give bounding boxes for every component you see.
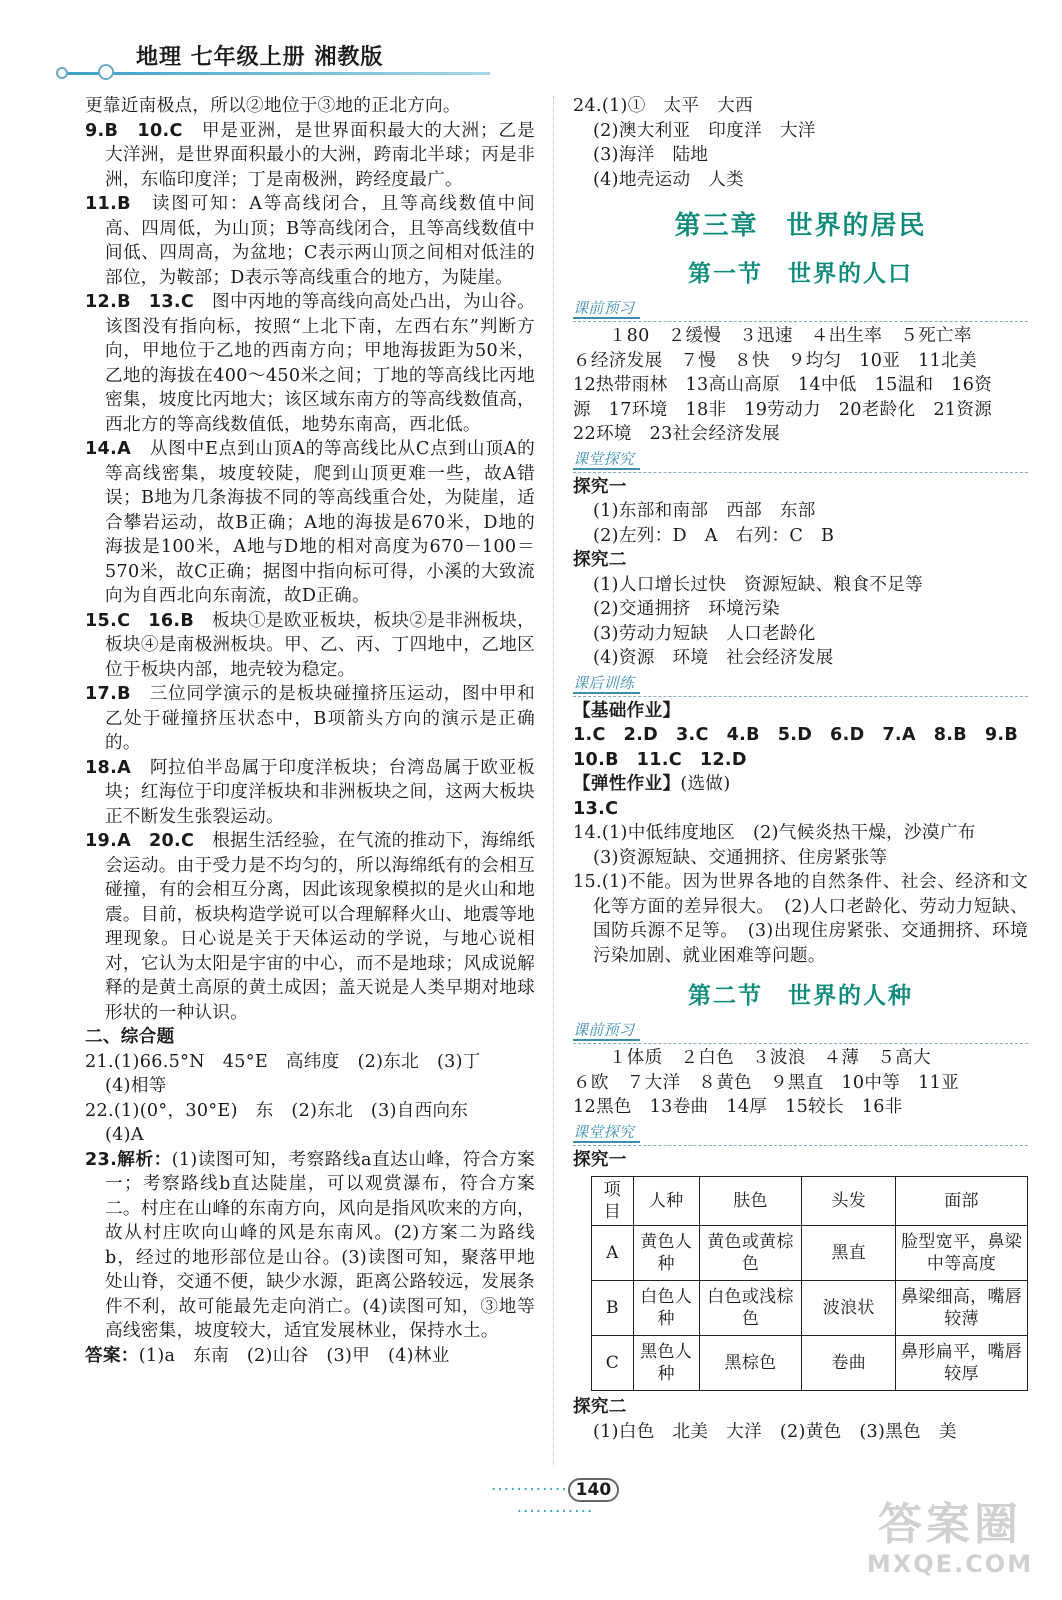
answer-line: 22.(1)(0°，30°E) 东 (2)东北 (3)自西向东 <box>85 1100 469 1121</box>
answer-line: ６欧 ７大洋 ８黄色 ９黑直 10中等 11亚 <box>573 1072 959 1093</box>
basic-homework-title: 【基础作业】 <box>573 700 681 721</box>
table-cell: 白色人种 <box>633 1281 699 1336</box>
answer-line: 源 17环境 18非 19劳动力 20老龄化 21资源 <box>573 399 993 420</box>
table-cell: 黄色或黄棕色 <box>699 1226 802 1281</box>
table-cell: C <box>592 1336 634 1391</box>
s2-explore1-title: 探究一 <box>573 1149 627 1170</box>
section1-title: 第一节 世界的人口 <box>688 261 913 287</box>
tag-preview: 课前预习 <box>573 299 640 319</box>
answer-explanation: (1)a 东南 (2)山谷 (3)甲 (4)林业 <box>138 1345 450 1366</box>
answer-explanation: 阿拉伯半岛属于印度洋板块；台湾岛属于欧亚板块；红海位于印度洋板块和非洲板块之间，这两大板块正不断发生张裂运动。 <box>105 757 535 827</box>
answer-item <box>85 192 535 290</box>
table-row <box>592 1336 1028 1391</box>
table-cell: 波浪状 <box>802 1281 896 1336</box>
answer-line: 24.(1)① 太平 大西 <box>573 96 753 116</box>
tag-preview-2: 课前预习 <box>573 1021 640 1041</box>
header-dot-large <box>98 64 114 80</box>
answer-explanation: 三位同学演示的是板块碰撞挤压运动，图中甲和乙处于碰撞挤压状态中，B项箭头方向的演示是正确的。 <box>105 684 535 753</box>
answer-number: 12.B 13.C <box>85 292 195 312</box>
answer-number: 17.B <box>85 684 131 704</box>
answer-item <box>85 609 535 683</box>
watermark-logo: 答案圈 MXQE.COM <box>866 1499 1034 1578</box>
q14-answer-cont: (3)资源短缺、交通拥挤、住房紧张等 <box>593 847 888 868</box>
race-table <box>591 1176 1028 1391</box>
section2-preview <box>573 1046 1028 1120</box>
table-cell: 卷曲 <box>802 1336 896 1391</box>
answer-line: (3)劳动力短缺 人口老龄化 <box>593 623 816 644</box>
answer-line: (4)A <box>105 1125 144 1145</box>
section-heading: 二、综合题 <box>85 1027 175 1047</box>
answer-line: ６经济发展 ７慢 ８快 ９均匀 10亚 11北美 <box>573 350 977 371</box>
table-row <box>592 1281 1028 1336</box>
s2-explore2-title: 探究二 <box>573 1397 627 1417</box>
table-cell: B <box>592 1281 634 1336</box>
answer-number: 23.解析： <box>85 1149 172 1170</box>
answer-number: 15.C 16.B <box>85 610 195 631</box>
answer-explanation: 读图可知：A等高线闭合，且等高线数值中间高、四周低，为山顶；B等高线闭合，且等高线数值中间低、四周高，为盆地；C表示两山顶之间相对低洼的部位，为鞍部；D表示等高线重合的地方，为陡崖。 <box>105 194 535 288</box>
table-header-cell: 人种 <box>633 1177 699 1226</box>
answer-explanation: 板块①是欧亚板块，板块②是非洲板块，板块④是南极洲板块。甲、乙、丙、丁四地中，乙地区位于板块内部，地壳较为稳定。 <box>105 610 536 680</box>
chapter-title: 第三章 世界的居民 <box>674 211 927 241</box>
explore1-title: 探究一 <box>573 476 627 497</box>
table-cell: 白色或浅棕色 <box>699 1281 802 1336</box>
answer-number: 9.B 10.C <box>85 120 183 141</box>
answer-line: １体质 ２白色 ３波浪 ４薄 ５高大 <box>573 1048 931 1068</box>
answer-line: (4)资源 环境 社会经济发展 <box>593 648 834 668</box>
answer-line: (1)东部和南部 西部 东部 <box>593 501 816 521</box>
answer-number: 答案： <box>85 1345 139 1366</box>
section2-title: 第二节 世界的人种 <box>688 983 913 1009</box>
answer-line: (4)相等 <box>105 1076 167 1096</box>
answer-line: 10.B 11.C 12.D <box>573 749 747 770</box>
tag-after-class: 课后训练 <box>573 674 640 694</box>
explore2-title: 探究二 <box>573 550 627 570</box>
answer-number: 14.A <box>85 439 131 459</box>
table-header-cell: 头发 <box>802 1177 896 1226</box>
answer-line: (3)海洋 陆地 <box>593 145 709 165</box>
column-divider <box>553 96 555 1466</box>
answer-line: (2)左列：D A 右列：C B <box>593 525 835 546</box>
table-cell: 鼻梁细高，嘴唇较薄 <box>896 1281 1028 1336</box>
answer-number: 11.B <box>85 194 131 214</box>
answer-number: 18.A <box>85 757 131 778</box>
tag-explore: 课堂探究 <box>573 450 640 470</box>
table-header-cell: 肤色 <box>699 1177 802 1226</box>
table-cell: 脸型宽平，鼻梁中等高度 <box>896 1226 1028 1281</box>
answer-line: 12黑色 13卷曲 14厚 15较长 16非 <box>573 1097 903 1117</box>
table-header-cell: 项目 <box>592 1177 634 1226</box>
table-cell: 黑色人种 <box>633 1336 699 1391</box>
answer-line: １80 ２缓慢 ３迅速 ４出生率 ５死亡率 <box>573 326 972 346</box>
answer-line: 22环境 23社会经济发展 <box>573 424 781 444</box>
answer-item <box>85 682 535 756</box>
q15-answer: 15.(1)不能。因为世界各地的自然条件、社会、经济和文化等方面的差异很大。 (2)人口老龄化、劳动力短缺、国防兵源不足等。 (3)出现住房紧张、交通拥挤、环境污染加剧、就业困难等问题。 <box>573 872 1028 966</box>
answer-line: 更靠近南极点，所以②地位于③地的正北方向。 <box>85 96 461 116</box>
q13-answer: 13.C <box>573 798 619 819</box>
answer-item <box>85 829 535 1025</box>
right-column <box>573 94 1028 1444</box>
table-cell: A <box>592 1226 634 1281</box>
answer-number: 19.A 20.C <box>85 831 195 851</box>
answer-line: (2)澳大利亚 印度洋 大洋 <box>593 120 816 141</box>
answer-explanation: 甲是亚洲，是世界面积最大的大洲；乙是大洋洲，是世界面积最小的大洲，跨南北半球；丙是非洲，东临印度洋；丁是南极洲，跨经度最广。 <box>105 120 535 190</box>
table-cell: 鼻形扁平，嘴唇较厚 <box>896 1336 1028 1391</box>
answer-line: (1)人口增长过快 资源短缺、粮食不足等 <box>593 574 924 595</box>
answer-explanation: 图中丙地的等高线向高处凸出，为山谷。该图没有指向标，按照“上北下南，左西右东”判断方向，甲地位于乙地的西南方向；甲地海拔距为50米，乙地的海拔在400～450米之间；丁地的等高线比丙地密集，坡度比丙地大；该区域东南方的等高线数值高，西北方的等高线数值低，地势东南高，西北低。 <box>105 292 536 435</box>
tag-explore-2: 课堂探究 <box>573 1123 640 1143</box>
answer-explanation: 根据生活经验，在气流的推动下，海绵纸会运动。由于受力是不均匀的，所以海绵纸有的会相互碰撞，有的会相互分离，因此该现象模拟的是火山和地震。目前，板块构造学说可以合理解释火山、地震等地理现象。日心说是关于天体运动的学说，与地心说相对，它认为太阳是宇宙的中心，而不是地球；风成说解释的是黄土高原的黄土成因；盖天说是人类早期对地球形状的一种认识。 <box>105 831 536 1023</box>
answer-item <box>85 437 535 609</box>
explore2-answers <box>573 573 1028 671</box>
q24-block <box>573 94 1028 192</box>
answer-item <box>85 1344 535 1369</box>
answer-item <box>85 756 535 830</box>
explore1-answers <box>573 499 1028 548</box>
table-cell: 黑棕色 <box>699 1336 802 1391</box>
answer-item <box>85 290 535 437</box>
header-dot-small <box>56 67 68 79</box>
s2-explore2-answers: (1)白色 北美 大洋 (2)黄色 (3)黑色 美 <box>593 1421 957 1442</box>
q14-answer: 14.(1)中低纬度地区 (2)气候炎热干燥，沙漠广布 <box>573 823 976 843</box>
answer-explanation: 从图中E点到山顶A的等高线比从C点到山顶A的等高线密集，坡度较陡，爬到山顶更难一些，故A错误；B地为几条海拔不同的等高线重合处，为陡崖，适合攀岩运动，故B正确；A地的海拔是670米，D地的海拔是100米，A地与D地的相对高度为670－100＝570米，故C正确；据图中指向标可得，小溪的大致流向为自西北向东南流，故D正确。 <box>105 439 535 606</box>
answer-explanation: (1)读图可知，考察路线a直达山峰，符合方案一；考察路线b直达陡崖，可以观赏瀑布，符合方案二。村庄在山峰的东南方向，风向是指风吹来的方向，故从村庄吹向山峰的风是东南风。(2)方案二为路线b，经过的地形部位是山谷。(3)读图可知，聚落甲地处山脊，交通不便，缺少水源，距离公路较远，发展条件不利，故可能最先走向消亡。(4)读图可知，③地等高线密集，坡度较大，适宜发展林业，保持水土。 <box>105 1149 536 1341</box>
section1-preview <box>573 324 1028 447</box>
left-column <box>85 94 535 1368</box>
answer-line: 21.(1)66.5°N 45°E 高纬度 (2)东北 (3)丁 <box>85 1051 481 1072</box>
table-cell: 黄色人种 <box>633 1226 699 1281</box>
basic-homework-answers <box>573 723 1028 772</box>
header-rule <box>60 72 490 75</box>
table-header-cell: 面部 <box>896 1177 1028 1226</box>
answer-line: 12热带雨林 13高山高原 14中低 15温和 16资 <box>573 375 993 395</box>
answer-line: (2)交通拥挤 环境污染 <box>593 599 780 619</box>
page-number: ············ 140············ <box>470 1478 640 1522</box>
answer-line: (4)地壳运动 人类 <box>593 169 745 190</box>
table-row <box>592 1226 1028 1281</box>
answer-item <box>85 1148 535 1344</box>
answer-item <box>85 119 535 193</box>
table-cell: 黑直 <box>802 1226 896 1281</box>
header-title: 地理 七年级上册 湘教版 <box>136 45 384 70</box>
elastic-homework-title: 【弹性作业】(选做) <box>573 774 731 794</box>
answer-line: 1.C 2.D 3.C 4.B 5.D 6.D 7.A 8.B 9.B <box>573 725 1019 745</box>
